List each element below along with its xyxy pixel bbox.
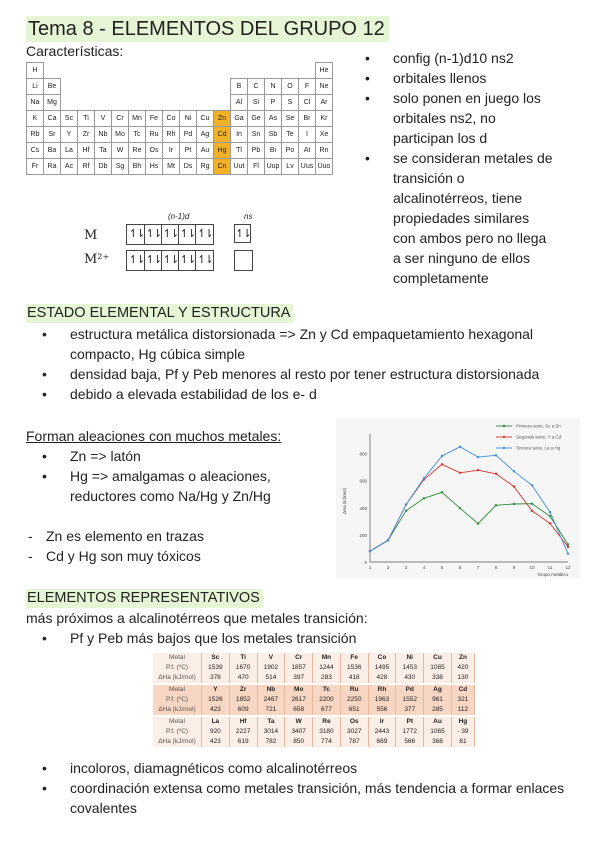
metal-cell: W [285,717,313,727]
element-Cd: Cd [214,127,231,143]
value-cell: 368 [424,737,452,747]
value-cell: 430 [396,673,424,683]
element-Ti: Ti [78,111,95,127]
atomization-enthalpy-chart [336,418,580,578]
metal-cell: La [202,717,230,727]
properties-table [153,653,475,747]
data-point [441,463,443,465]
metal-cell: Os [340,717,368,727]
aleaciones-dashes [28,526,204,566]
section2-bullet1 [42,628,357,648]
metal-cell: Zr [229,685,257,695]
element-Br: Br [299,111,316,127]
value-cell: 1065 [424,727,452,737]
row-label: Metal [153,685,202,695]
m2-s-orbital [234,250,255,276]
value-cell: 423 [202,705,230,715]
value-cell: 61 [451,737,474,747]
metal-cell: Rh [368,685,396,695]
element-Cu: Cu [197,111,214,127]
element-Ne: Ne [316,79,333,95]
pt-row [27,111,333,127]
element-Te: Te [282,127,299,143]
list-item: • Zn => latón [42,448,141,464]
data-point [531,503,533,505]
list-item: • estructura metálica distorsionada => Zn y Cd empaquetamiento hexagonal compacto, Hg cúbica simple [42,326,534,362]
y-tick-label: 800 [359,451,367,457]
element-Rf: Rf [78,159,95,175]
row-label-m: M [84,228,98,243]
element-Lv: Lv [282,159,299,175]
element-Sg: Sg [112,159,129,175]
pt-row [27,143,333,159]
element-Db: Db [95,159,112,175]
metal-cell: V [257,653,285,663]
value-cell: 1453 [396,663,424,673]
aleaciones-heading: Forman aleaciones con muchos metales: [26,428,282,444]
data-point [423,497,425,499]
list-item: • coordinación extensa como metales transición, más tendencia a formar enlaces covalentes [42,780,565,816]
metal-cell: Nb [257,685,285,695]
x-tick-label: 2 [386,565,390,570]
element-Uup: Uup [265,159,282,175]
element-Be: Be [44,79,61,95]
data-point [513,485,515,487]
legend-entry: Tercera serie, La a Hg [516,445,561,451]
element-Po: Po [282,143,299,159]
element-W: W [112,143,129,159]
element-Na: Na [27,95,44,111]
subtitle: Características: [26,43,124,59]
x-tick-label: 9 [512,565,516,570]
metal-cell: Mn [313,653,341,663]
data-point [477,469,479,471]
element-Tc: Tc [129,127,146,143]
value-cell: 1670 [229,663,257,673]
table-row [153,695,475,705]
x-tick-label: 6 [458,565,462,570]
section2-bullets [42,758,570,818]
data-point [441,491,443,493]
data-point [549,511,551,513]
metal-cell: Zn [451,653,474,663]
element-Nb: Nb [95,127,112,143]
element-Cl: Cl [299,95,316,111]
value-cell: - 39 [451,727,474,737]
row-label: P.f. (ºC) [153,663,202,673]
value-cell: 850 [285,737,313,747]
value-cell: 1536 [340,663,368,673]
metal-cell: Cr [285,653,313,663]
element-Fe: Fe [146,111,163,127]
data-point [405,503,407,505]
element-He: He [316,63,333,79]
value-cell: 2617 [285,695,313,705]
list-item: • debido a elevada estabilidad de los e- d [42,386,317,402]
y-tick-label: 0 [364,560,367,565]
m-d-orbitals: ↿⇂ ↿⇂ ↿⇂ ↿⇂ ↿⇂ [126,224,214,245]
element-Ba: Ba [44,143,61,159]
element-Sn: Sn [248,127,265,143]
row-label-m2: M²⁺ [84,252,110,267]
value-cell: 3027 [340,727,368,737]
list-item: - Zn es elemento en trazas [28,528,204,544]
legend-marker [503,425,505,427]
element-Uus: Uus [299,159,316,175]
value-cell: 1552 [396,695,424,705]
metal-cell: Mo [285,685,313,695]
element-Au: Au [197,143,214,159]
metal-cell: Au [424,717,452,727]
value-cell: 721 [257,705,285,715]
value-cell: 1902 [257,663,285,673]
data-point [459,446,461,448]
data-point [423,477,425,479]
value-cell: 470 [229,673,257,683]
element-Li: Li [27,79,44,95]
value-cell: 609 [229,705,257,715]
section-heading-estado: ESTADO ELEMENTAL Y ESTRUCTURA [26,304,293,323]
y-tick-label: 200 [359,532,367,538]
x-tick-label: 8 [494,565,498,570]
element-Pb: Pb [248,143,265,159]
element-Mg: Mg [44,95,61,111]
element-Hg: Hg [214,143,231,159]
element-Ag: Ag [197,127,214,143]
label-s: ns [244,212,253,221]
right-bullets [365,48,553,288]
value-cell: 782 [257,737,285,747]
element-As: As [265,111,282,127]
page-title: Tema 8 - ELEMENTOS DEL GRUPO 12 [26,16,389,42]
table-row [153,737,475,747]
value-cell: 1857 [285,663,313,673]
value-cell: 1526 [202,695,230,705]
value-cell: 2200 [313,695,341,705]
m-s-orbital: ↿⇂ [234,224,253,243]
element-Ra: Ra [44,159,61,175]
list-item: • densidad baja, Pf y Peb menores al resto por tener estructura distorsionada [42,366,540,382]
element-F: F [299,79,316,95]
list-item: - Cd y Hg son muy tóxicos [28,548,201,564]
element-B: B [231,79,248,95]
list-item: • solo ponen en juego los orbitales ns2, no participan los d [365,90,541,146]
metal-cell: Hf [229,717,257,727]
metal-cell: Co [368,653,396,663]
table-row [153,663,475,673]
y-tick-label: 400 [359,505,367,511]
value-cell: 1852 [229,695,257,705]
metal-cell: Ta [257,717,285,727]
section1-bullets [42,324,580,404]
data-point [549,522,551,524]
value-cell: 2467 [257,695,285,705]
element-Rb: Rb [27,127,44,143]
pt-row [27,79,333,95]
element-Fr: Fr [27,159,44,175]
value-cell: 3407 [285,727,313,737]
data-point [531,484,533,486]
pt-row [27,127,333,143]
data-point [477,522,479,524]
list-item: • Pf y Peb más bajos que los metales transición [42,630,357,646]
data-point [441,455,443,457]
pt-row [27,159,333,175]
element-Y: Y [61,127,78,143]
value-cell: 669 [368,737,396,747]
metal-cell: Y [202,685,230,695]
section-heading-representativos: ELEMENTOS REPRESENTATIVOS [26,589,263,608]
element-Mn: Mn [129,111,146,127]
value-cell: 658 [285,705,313,715]
data-point [495,454,497,456]
value-cell: 1772 [396,727,424,737]
element-Zr: Zr [78,127,95,143]
value-cell: 3180 [313,727,341,737]
pt-row [27,63,333,79]
list-item: • orbitales llenos [365,70,487,86]
value-cell: 787 [340,737,368,747]
metal-cell: Sc [202,653,230,663]
value-cell: 514 [257,673,285,683]
data-point [567,553,569,555]
metal-cell: Pt [396,717,424,727]
value-cell: 3014 [257,727,285,737]
data-point [513,503,515,505]
element-Ni: Ni [180,111,197,127]
element-N: N [265,79,282,95]
electron-config-diagram [84,212,264,274]
pt-row [27,95,333,111]
periodic-table [26,62,333,175]
metal-cell: Ti [229,653,257,663]
legend-marker [503,447,505,449]
element-V: V [95,111,112,127]
element-Hf: Hf [78,143,95,159]
x-tick-label: 12 [565,565,571,570]
element-Bi: Bi [265,143,282,159]
table-row [153,653,475,663]
value-cell: 1085 [424,663,452,673]
metal-cell: Pd [396,685,424,695]
metal-cell: Ru [340,685,368,695]
row-label: ΔHa (kJ/mol) [153,737,202,747]
metal-cell: Ag [424,685,452,695]
element-La: La [61,143,78,159]
x-tick-label: 5 [440,565,444,570]
value-cell: 619 [229,737,257,747]
element-Xe: Xe [316,127,333,143]
value-cell: 420 [451,663,474,673]
element-Os: Os [146,143,163,159]
element-Ga: Ga [231,111,248,127]
list-item: • config (n-1)d10 ns2 [365,50,514,66]
value-cell: 1963 [368,695,396,705]
value-cell: 1244 [313,663,341,673]
element-I: I [299,127,316,143]
legend-marker [503,436,505,438]
element-Zn: Zn [214,111,231,127]
list-item: • Hg => amalgamas o aleaciones, reductores como Na/Hg y Zn/Hg [42,468,271,504]
table-row [153,717,475,727]
element-Pd: Pd [180,127,197,143]
value-cell: 418 [340,673,368,683]
element-Ar: Ar [316,95,333,111]
value-cell: 651 [340,705,368,715]
x-tick-label: 11 [547,565,553,570]
element-Uuo: Uuo [316,159,333,175]
element-Mo: Mo [112,127,129,143]
data-point [549,515,551,517]
metal-cell: Hg [451,717,474,727]
row-label: Metal [153,717,202,727]
legend-entry: Segunda serie, Y a Cd [516,434,562,440]
list-item: • se consideran metales de transición o alcalinotérreos, tiene propiedades similares con ambos pero no llega a ser ninguno de ellos completamente [365,150,553,286]
x-tick-label: 10 [529,565,535,570]
value-cell: 566 [396,737,424,747]
x-tick-label: 3 [404,565,408,570]
element-Co: Co [163,111,180,127]
value-cell: 378 [202,673,230,683]
x-axis-label: Grupo metálico [537,572,568,577]
value-cell: 1539 [202,663,230,673]
element-Si: Si [248,95,265,111]
data-point [405,510,407,512]
element-Ru: Ru [146,127,163,143]
element-Rg: Rg [197,159,214,175]
data-point [387,539,389,541]
row-label: P.f. (ºC) [153,695,202,705]
element-Ta: Ta [95,143,112,159]
element-Pt: Pt [180,143,197,159]
value-cell: 2250 [340,695,368,705]
metal-cell: Re [313,717,341,727]
x-tick-label: 1 [368,565,372,570]
value-cell: 285 [424,705,452,715]
value-cell: 2443 [368,727,396,737]
metal-cell: Ni [396,653,424,663]
element-K: K [27,111,44,127]
element-In: In [231,127,248,143]
data-point [567,546,569,548]
data-point [495,473,497,475]
element-C: C [248,79,265,95]
value-cell: 961 [424,695,452,705]
element-O: O [282,79,299,95]
element-Ds: Ds [180,159,197,175]
value-cell: 920 [202,727,230,737]
data-point [459,507,461,509]
element-Ir: Ir [163,143,180,159]
value-cell: 556 [368,705,396,715]
element-Bh: Bh [129,159,146,175]
row-label: ΔHa (kJ/mol) [153,673,202,683]
element-Cs: Cs [27,143,44,159]
aleaciones-bullets [42,446,310,506]
label-d: (n-1)d [168,212,190,221]
value-cell: 1495 [368,663,396,673]
element-Tl: Tl [231,143,248,159]
value-cell: 2227 [229,727,257,737]
row-label: Metal [153,653,202,663]
value-cell: 130 [451,673,474,683]
element-P: P [265,95,282,111]
element-Cr: Cr [112,111,129,127]
element-Sc: Sc [61,111,78,127]
element-Uut: Uut [231,159,248,175]
element-Rn: Rn [316,143,333,159]
legend-entry: Primera serie, Sc a Zn [516,423,561,429]
metal-cell: Cd [451,685,474,695]
data-point [531,510,533,512]
element-Ge: Ge [248,111,265,127]
element-S: S [282,95,299,111]
element-Hs: Hs [146,159,163,175]
element-Fl: Fl [248,159,265,175]
table-row [153,727,475,737]
row-label: ΔHa (kJ/mol) [153,705,202,715]
table-row [153,685,475,695]
value-cell: 283 [313,673,341,683]
m2-d-orbitals: ↿⇂ ↿⇂ ↿⇂ ↿⇂ ↿⇂ [126,250,214,271]
data-point [459,472,461,474]
value-cell: 428 [368,673,396,683]
value-cell: 397 [285,673,313,683]
element-Se: Se [282,111,299,127]
data-point [369,550,371,552]
value-cell: 677 [313,705,341,715]
element-Ca: Ca [44,111,61,127]
x-tick-label: 7 [476,565,480,570]
metal-cell: Fe [340,653,368,663]
element-Ac: Ac [61,159,78,175]
table-row [153,673,475,683]
row-label: P.f. (ºC) [153,727,202,737]
element-Re: Re [129,143,146,159]
element-Rh: Rh [163,127,180,143]
table-row [153,705,475,715]
list-item: • incoloros, diamagnéticos como alcalinotérreos [42,760,358,776]
value-cell: 774 [313,737,341,747]
section2-line: más próximos a alcalinotérreos que metales transición: [26,610,368,626]
value-cell: 338 [424,673,452,683]
y-tick-label: 600 [359,478,367,484]
y-axis-label: ΔHa (kJ/mol) [342,487,347,515]
metal-cell: Tc [313,685,341,695]
element-At: At [299,143,316,159]
x-tick-label: 4 [422,565,426,570]
element-Cn: Cn [214,159,231,175]
element-Mt: Mt [163,159,180,175]
value-cell: 321 [451,695,474,705]
element-Sb: Sb [265,127,282,143]
value-cell: 112 [451,705,474,715]
data-point [513,470,515,472]
value-cell: 377 [396,705,424,715]
value-cell: 423 [202,737,230,747]
metal-cell: Cu [424,653,452,663]
data-point [477,456,479,458]
element-Al: Al [231,95,248,111]
data-point [495,504,497,506]
element-H: H [27,63,44,79]
element-Kr: Kr [316,111,333,127]
element-Sr: Sr [44,127,61,143]
metal-cell: Ir [368,717,396,727]
